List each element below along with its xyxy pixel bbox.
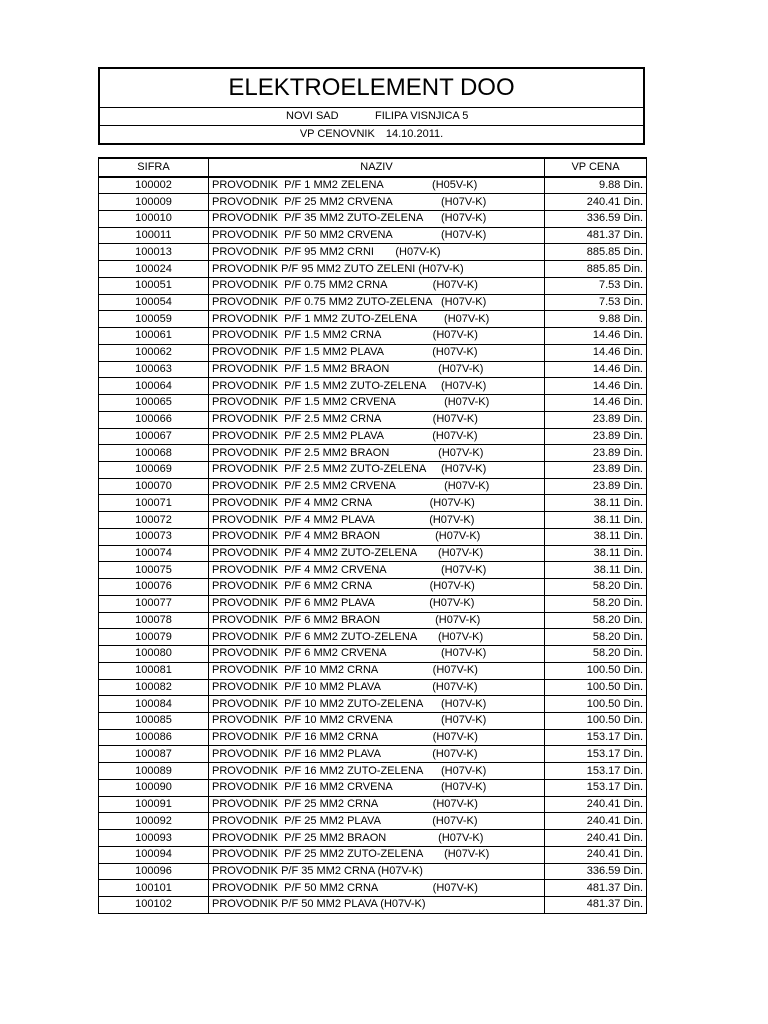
item-name: PROVODNIK P/F 25 MM2 PLAVA (H07V-K) [209,813,545,830]
table-row [99,629,647,646]
item-name: PROVODNIK P/F 10 MM2 CRVENA (H07V-K) [209,713,545,730]
item-name: PROVODNIK P/F 1.5 MM2 CRVENA (H07V-K) [209,395,545,412]
item-price: 481.37 Din. [545,897,647,914]
item-price: 38.11 Din. [545,528,647,545]
item-price: 885.85 Din. [545,244,647,261]
item-code: 100065 [99,395,209,412]
table-row [99,545,647,562]
item-name: PROVODNIK P/F 1.5 MM2 PLAVA (H07V-K) [209,344,545,361]
item-name: PROVODNIK P/F 25 MM2 BRAON (H07V-K) [209,830,545,847]
item-price: 23.89 Din. [545,461,647,478]
item-code: 100069 [99,461,209,478]
item-name: PROVODNIK P/F 0.75 MM2 ZUTO-ZELENA (H07V-K) [209,294,545,311]
item-code: 100059 [99,311,209,328]
item-name: PROVODNIK P/F 2.5 MM2 ZUTO-ZELENA (H07V-K) [209,461,545,478]
column-header-price: VP CENA [545,158,647,177]
table-row [99,261,647,278]
item-name: PROVODNIK P/F 4 MM2 PLAVA (H07V-K) [209,512,545,529]
item-code: 100024 [99,261,209,278]
item-code: 100087 [99,746,209,763]
item-price: 153.17 Din. [545,763,647,780]
item-code: 100067 [99,428,209,445]
table-row [99,395,647,412]
item-price: 100.50 Din. [545,679,647,696]
item-code: 100084 [99,696,209,713]
item-price: 240.41 Din. [545,796,647,813]
item-price: 100.50 Din. [545,696,647,713]
item-code: 100092 [99,813,209,830]
item-price: 100.50 Din. [545,713,647,730]
table-row [99,779,647,796]
table-body [99,177,647,913]
table-row [99,679,647,696]
item-price: 240.41 Din. [545,194,647,211]
item-code: 100102 [99,897,209,914]
table-row [99,528,647,545]
item-price: 14.46 Din. [545,361,647,378]
item-code: 100071 [99,495,209,512]
table-row [99,880,647,897]
table-row [99,210,647,227]
item-code: 100010 [99,210,209,227]
item-name: PROVODNIK P/F 25 MM2 ZUTO-ZELENA (H07V-K) [209,846,545,863]
table-row [99,612,647,629]
table-row [99,579,647,596]
table-row [99,344,647,361]
price-list-title [100,126,643,143]
table-row [99,328,647,345]
item-price: 240.41 Din. [545,846,647,863]
item-name: PROVODNIK P/F 1 MM2 ZELENA (H05V-K) [209,177,545,194]
company-name: ELEKTROELEMENT DOO [100,69,643,108]
table-row [99,361,647,378]
table-row [99,311,647,328]
item-name: PROVODNIK P/F 50 MM2 CRVENA (H07V-K) [209,227,545,244]
item-price: 240.41 Din. [545,830,647,847]
item-price: 9.88 Din. [545,177,647,194]
table-row [99,863,647,880]
item-code: 100085 [99,713,209,730]
item-code: 100075 [99,562,209,579]
table-row [99,646,647,663]
item-name: PROVODNIK P/F 4 MM2 ZUTO-ZELENA (H07V-K) [209,545,545,562]
table-row [99,378,647,395]
item-name: PROVODNIK P/F 35 MM2 CRNA (H07V-K) [209,863,545,880]
item-code: 100077 [99,595,209,612]
table-row [99,897,647,914]
table-row [99,562,647,579]
table-row [99,244,647,261]
item-price: 336.59 Din. [545,210,647,227]
item-name: PROVODNIK P/F 25 MM2 CRNA (H07V-K) [209,796,545,813]
company-city: NOVI SAD [286,110,339,122]
table-header-row [99,158,647,177]
item-price: 38.11 Din. [545,562,647,579]
table-row [99,428,647,445]
company-header [98,67,645,145]
item-code: 100061 [99,328,209,345]
item-price: 153.17 Din. [545,729,647,746]
table-row [99,194,647,211]
item-code: 100076 [99,579,209,596]
item-code: 100072 [99,512,209,529]
item-code: 100062 [99,344,209,361]
item-price: 9.88 Din. [545,311,647,328]
item-name: PROVODNIK P/F 6 MM2 CRVENA (H07V-K) [209,646,545,663]
table-row [99,696,647,713]
item-code: 100091 [99,796,209,813]
item-price: 14.46 Din. [545,328,647,345]
item-name: PROVODNIK P/F 35 MM2 ZUTO-ZELENA (H07V-K) [209,210,545,227]
item-name: PROVODNIK P/F 4 MM2 CRVENA (H07V-K) [209,562,545,579]
price-table [98,157,647,914]
item-code: 100094 [99,846,209,863]
item-price: 58.20 Din. [545,612,647,629]
table-row [99,177,647,194]
item-price: 153.17 Din. [545,746,647,763]
item-name: PROVODNIK P/F 6 MM2 ZUTO-ZELENA (H07V-K) [209,629,545,646]
table-row [99,662,647,679]
item-code: 100080 [99,646,209,663]
item-code: 100013 [99,244,209,261]
item-code: 100079 [99,629,209,646]
table-row [99,746,647,763]
item-price: 58.20 Din. [545,646,647,663]
item-price: 58.20 Din. [545,579,647,596]
item-price: 38.11 Din. [545,495,647,512]
item-name: PROVODNIK P/F 4 MM2 BRAON (H07V-K) [209,528,545,545]
company-address [100,108,643,126]
item-name: PROVODNIK P/F 0.75 MM2 CRNA (H07V-K) [209,277,545,294]
item-price: 14.46 Din. [545,395,647,412]
company-street: FILIPA VISNJICA 5 [375,110,469,122]
item-price: 14.46 Din. [545,378,647,395]
table-row [99,445,647,462]
item-code: 100089 [99,763,209,780]
item-price: 336.59 Din. [545,863,647,880]
item-price: 58.20 Din. [545,595,647,612]
item-name: PROVODNIK P/F 4 MM2 CRNA (H07V-K) [209,495,545,512]
item-name: PROVODNIK P/F 2.5 MM2 PLAVA (H07V-K) [209,428,545,445]
item-name: PROVODNIK P/F 95 MM2 ZUTO ZELENI (H07V-K) [209,261,545,278]
item-name: PROVODNIK P/F 6 MM2 CRNA (H07V-K) [209,579,545,596]
table-row [99,411,647,428]
item-name: PROVODNIK P/F 10 MM2 CRNA (H07V-K) [209,662,545,679]
item-code: 100093 [99,830,209,847]
item-name: PROVODNIK P/F 6 MM2 PLAVA (H07V-K) [209,595,545,612]
table-row [99,763,647,780]
table-row [99,713,647,730]
item-code: 100090 [99,779,209,796]
item-name: PROVODNIK P/F 1.5 MM2 CRNA (H07V-K) [209,328,545,345]
item-price: 38.11 Din. [545,512,647,529]
table-row [99,478,647,495]
item-code: 100051 [99,277,209,294]
item-code: 100073 [99,528,209,545]
item-code: 100086 [99,729,209,746]
item-name: PROVODNIK P/F 10 MM2 PLAVA (H07V-K) [209,679,545,696]
item-code: 100011 [99,227,209,244]
item-price: 7.53 Din. [545,277,647,294]
column-header-name: NAZIV [209,158,545,177]
item-price: 23.89 Din. [545,478,647,495]
item-name: PROVODNIK P/F 2.5 MM2 BRAON (H07V-K) [209,445,545,462]
item-code: 100070 [99,478,209,495]
table-row [99,277,647,294]
item-price: 481.37 Din. [545,880,647,897]
item-price: 100.50 Din. [545,662,647,679]
item-code: 100096 [99,863,209,880]
table-row [99,512,647,529]
item-code: 100082 [99,679,209,696]
item-name: PROVODNIK P/F 25 MM2 CRVENA (H07V-K) [209,194,545,211]
table-row [99,227,647,244]
item-name: PROVODNIK P/F 95 MM2 CRNI (H07V-K) [209,244,545,261]
item-price: 7.53 Din. [545,294,647,311]
column-header-code: SIFRA [99,158,209,177]
item-price: 58.20 Din. [545,629,647,646]
item-code: 100066 [99,411,209,428]
item-code: 100063 [99,361,209,378]
table-row [99,830,647,847]
item-price: 885.85 Din. [545,261,647,278]
item-code: 100074 [99,545,209,562]
item-name: PROVODNIK P/F 16 MM2 ZUTO-ZELENA (H07V-K) [209,763,545,780]
item-name: PROVODNIK P/F 16 MM2 CRVENA (H07V-K) [209,779,545,796]
item-name: PROVODNIK P/F 50 MM2 CRNA (H07V-K) [209,880,545,897]
table-row [99,796,647,813]
item-name: PROVODNIK P/F 6 MM2 BRAON (H07V-K) [209,612,545,629]
item-name: PROVODNIK P/F 16 MM2 CRNA (H07V-K) [209,729,545,746]
item-price: 14.46 Din. [545,344,647,361]
item-name: PROVODNIK P/F 16 MM2 PLAVA (H07V-K) [209,746,545,763]
item-price: 240.41 Din. [545,813,647,830]
price-list-date: 14.10.2011. [385,128,444,140]
table-row [99,461,647,478]
item-price: 23.89 Din. [545,411,647,428]
item-price: 23.89 Din. [545,428,647,445]
item-name: PROVODNIK P/F 50 MM2 PLAVA (H07V-K) [209,897,545,914]
table-row [99,495,647,512]
item-code: 100064 [99,378,209,395]
item-name: PROVODNIK P/F 10 MM2 ZUTO-ZELENA (H07V-K) [209,696,545,713]
table-row [99,813,647,830]
item-code: 100009 [99,194,209,211]
item-price: 38.11 Din. [545,545,647,562]
item-code: 100068 [99,445,209,462]
item-price: 23.89 Din. [545,445,647,462]
item-name: PROVODNIK P/F 2.5 MM2 CRNA (H07V-K) [209,411,545,428]
item-code: 100002 [99,177,209,194]
table-row [99,846,647,863]
item-name: PROVODNIK P/F 1 MM2 ZUTO-ZELENA (H07V-K) [209,311,545,328]
item-price: 153.17 Din. [545,779,647,796]
item-price: 481.37 Din. [545,227,647,244]
table-row [99,294,647,311]
item-name: PROVODNIK P/F 2.5 MM2 CRVENA (H07V-K) [209,478,545,495]
item-name: PROVODNIK P/F 1.5 MM2 BRAON (H07V-K) [209,361,545,378]
item-name: PROVODNIK P/F 1.5 MM2 ZUTO-ZELENA (H07V-K) [209,378,545,395]
item-code: 100078 [99,612,209,629]
item-code: 100101 [99,880,209,897]
table-row [99,595,647,612]
table-row [99,729,647,746]
price-list-label: VP CENOVNIK [299,128,375,140]
item-code: 100081 [99,662,209,679]
item-code: 100054 [99,294,209,311]
